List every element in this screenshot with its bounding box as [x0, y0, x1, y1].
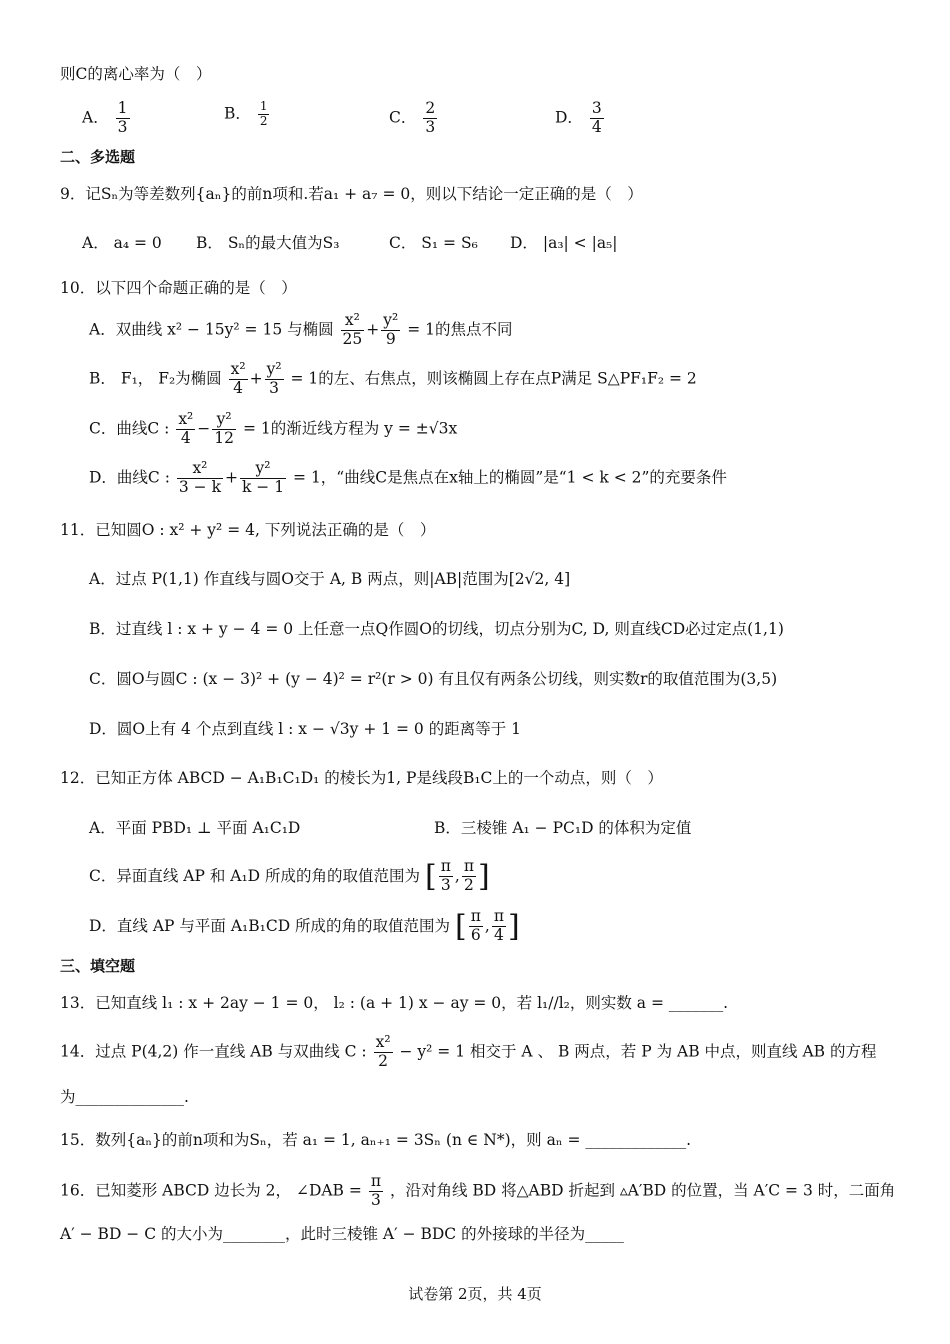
option-letter: D． — [555, 108, 583, 127]
q11-option-b: B．过直线 l : x + y − 4 = 0 上任意一点Q作圆O的切线，切点分别为C, D, 则直线CD必过定点(1,1) — [89, 620, 784, 638]
q9-option-b: B． Sₙ的最大值为S₃ — [196, 234, 340, 252]
q12-option-b: B．三棱锥 A₁ − PC₁D 的体积为定值 — [434, 819, 692, 837]
q10-stem: 10．以下四个命题正确的是（ ） — [60, 279, 297, 297]
q10-option-d: D．曲线C : $\frac{\text{x²}}{3 - k}$ + $\frac{\text{y²}}{k - 1}$ = 1，“曲线C是焦点在x轴上的椭圆”是“1 < k < 2”的充要条件 — [89, 459, 727, 496]
q9-option-d: D． |a₃| < |a₅| — [510, 234, 618, 252]
option-letter: A． — [82, 108, 109, 127]
q8-option-d — [555, 100, 606, 137]
fraction-denominator: 25 — [342, 329, 363, 348]
option-text: B． F₁， F₂为椭圆 — [89, 369, 222, 388]
section-title-multiple-choice: 二、多选题 — [60, 148, 136, 166]
option-letter: B． — [224, 104, 251, 123]
fraction-numerator: x² — [341, 312, 365, 331]
q8-stem-tail: 则C的离心率为（ ） — [60, 65, 212, 83]
q9-option-c: C． S₁ = S₆ — [389, 234, 478, 252]
fraction-numerator: π — [463, 857, 474, 876]
fraction — [590, 100, 604, 137]
q15-text: 15．数列{aₙ}的前n项和为Sₙ，若 a₁ = 1, aₙ₊₁ = 3Sₙ (n ∈ N*)，则 aₙ = _____________. — [60, 1131, 692, 1149]
fraction-denominator: 4 — [180, 428, 191, 447]
fraction-denominator: k − 1 — [241, 477, 285, 496]
fraction-numerator: π — [440, 857, 451, 876]
fraction-denominator: 4 — [591, 117, 602, 136]
fraction-denominator: 6 — [470, 926, 481, 945]
q14-line2: 为______________. — [60, 1088, 189, 1106]
fraction-denominator: 2 — [463, 876, 474, 895]
fraction — [265, 361, 284, 398]
option-text: = 1的左、右焦点，则该椭圆上存在点P满足 S△PF₁F₂ = 2 — [290, 369, 697, 388]
fraction-numerator: π — [493, 907, 505, 926]
fraction-numerator: x² — [375, 1033, 391, 1051]
option-letter: C． — [389, 108, 417, 127]
q12-option-c: C．异面直线 AP 和 A₁D 所成的角的取值范围为 [ $\frac{\pi}{3}$ , $\frac{\pi}{2}$ ] — [89, 857, 490, 895]
fraction-numerator: x² — [178, 410, 194, 428]
option-text: = 1的渐近线方程为 y = ±√3x — [242, 419, 458, 438]
fraction — [381, 312, 400, 349]
option-text: A．双曲线 x² − 15y² = 15 与椭圆 — [89, 320, 334, 339]
bracket-right: ] — [478, 859, 490, 894]
option-text: C．曲线C : — [89, 419, 170, 438]
fraction-denominator: 9 — [385, 329, 396, 348]
q8-option-a — [82, 100, 132, 137]
q9-stem: 9．记Sₙ为等差数列{aₙ}的前n项和.若a₁ + a₇ = 0，则以下结论一定正确的是（ ） — [60, 185, 643, 203]
q13-text: 13．已知直线 l₁ : x + 2ay − 1 = 0， l₂ : (a + 1) x − ay = 0，若 l₁//l₂，则实数 a = _______. — [60, 994, 729, 1012]
q8-option-b — [224, 100, 271, 129]
q16-line1 — [60, 1173, 895, 1210]
fraction-denominator: 2 — [378, 1051, 388, 1070]
fraction-numerator: x² — [230, 360, 246, 378]
fraction — [229, 361, 248, 398]
fraction-denominator: 12 — [214, 428, 235, 447]
page-footer: 试卷第 2页，共 4页 — [408, 1285, 542, 1303]
fraction-numerator: y² — [240, 460, 286, 479]
section-title-fill-in: 三、填空题 — [60, 957, 136, 975]
fraction-numerator: y² — [212, 411, 236, 430]
q16-text-post: ，沿对角线 BD 将△ABD 折起到 ▵A′BD 的位置，当 A′C = 3 时，二面角 — [389, 1181, 896, 1200]
fraction-denominator: 4 — [233, 378, 244, 397]
fraction-denominator: 3 − k — [178, 477, 221, 496]
q16-text-pre: 16．已知菱形 ABCD 边长为 2， ∠DAB = — [60, 1181, 362, 1200]
q8-option-c — [389, 100, 439, 137]
option-text: C．异面直线 AP 和 A₁D 所成的角的取值范围为 — [89, 866, 421, 885]
option-text: = 1，“曲线C是焦点在x轴上的椭圆”是“1 < k < 2”的充要条件 — [293, 468, 727, 487]
fraction-numerator: 1 — [259, 99, 268, 113]
fraction — [462, 858, 476, 895]
bracket-right: ] — [508, 909, 520, 944]
fraction-denominator: 3 — [117, 117, 128, 136]
q10-option-b: B． F₁， F₂为椭圆 $\frac{\text{x²}}{4}$ + $\frac{\text{y²}}{3}$ = 1的左、右焦点，则该椭圆上存在点P满足 S△PF₁F₂ = 2 — [89, 360, 697, 397]
option-text: D．直线 AP 与平面 A₁B₁CD 所成的角的取值范围为 — [89, 916, 451, 935]
fraction-numerator: 1 — [117, 99, 128, 117]
q11-option-d: D．圆O上有 4 个点到直线 l : x − √3y + 1 = 0 的距离等于 1 — [89, 720, 522, 738]
bracket-left: [ — [424, 859, 437, 894]
fraction — [212, 411, 236, 448]
fraction — [369, 1173, 383, 1210]
fraction — [177, 460, 223, 497]
fraction-denominator: 3 — [370, 1190, 381, 1209]
q10-option-c: C．曲线C : $\frac{\text{x²}}{4}$ − $\frac{\text{y²}}{12}$ = 1的渐近线方程为 y = ±√3x — [89, 410, 458, 447]
fraction-numerator: y² — [383, 311, 399, 329]
fraction-denominator: 3 — [440, 876, 451, 895]
q14-line1 — [60, 1034, 876, 1071]
fraction — [240, 460, 286, 497]
fraction — [492, 908, 506, 945]
fraction-numerator: x² — [177, 460, 223, 479]
q12-stem: 12．已知正方体 ABCD − A₁B₁C₁D₁ 的棱长为1, P是线段B₁C上的一个动点，则（ ） — [60, 769, 663, 787]
fraction-denominator: 4 — [494, 926, 504, 945]
q11-stem: 11．已知圆O : x² + y² = 4, 下列说法正确的是（ ） — [60, 521, 436, 539]
fraction — [341, 312, 365, 349]
q9-option-a: A． a₄ = 0 — [82, 234, 162, 252]
fraction-numerator: π — [470, 907, 481, 926]
fraction-denominator: 3 — [425, 117, 436, 136]
fraction — [258, 100, 270, 129]
fraction-numerator: y² — [266, 360, 282, 378]
q10-option-a: A．双曲线 x² − 15y² = 15 与椭圆 $\frac{\text{x²}}{25}$ + $\frac{\text{y²}}{9}$ = 1的焦点不同 — [89, 311, 513, 348]
option-text: = 1的焦点不同 — [407, 320, 513, 339]
q14-text-post: − y² = 1 相交于 A 、 B 两点，若 P 为 AB 中点，则直线 AB 的方程 — [399, 1042, 877, 1061]
fraction — [469, 908, 483, 945]
bracket-left: [ — [455, 909, 467, 944]
fraction-numerator: π — [370, 1172, 381, 1190]
q11-option-c: C．圆O与圆C : (x − 3)² + (y − 4)² = r²(r > 0) 有且仅有两条公切线，则实数r的取值范围为(3,5) — [89, 670, 778, 688]
q12-option-a: A．平面 PBD₁ ⊥ 平面 A₁C₁D — [89, 819, 301, 837]
fraction — [116, 100, 130, 137]
q12-option-d: D．直线 AP 与平面 A₁B₁CD 所成的角的取值范围为 [ $\frac{\pi}{6}$ , $\frac{\pi}{4}$ ] — [89, 907, 520, 945]
fraction — [176, 411, 195, 448]
fraction — [439, 858, 453, 895]
option-text: D．曲线C : — [89, 468, 170, 487]
q14-text-pre: 14．过点 P(4,2) 作一直线 AB 与双曲线 C : — [60, 1042, 367, 1061]
fraction — [374, 1034, 393, 1071]
fraction-denominator: 3 — [269, 378, 280, 397]
fraction-numerator: 2 — [425, 99, 436, 117]
fraction-numerator: 3 — [591, 99, 602, 117]
fraction — [423, 100, 437, 137]
q16-line2: A′ − BD − C 的大小为________，此时三棱锥 A′ − BDC 的外接球的半径为_____ — [60, 1225, 624, 1243]
fraction-denominator: 2 — [259, 113, 268, 128]
q11-option-a: A．过点 P(1,1) 作直线与圆O交于 A, B 两点，则|AB|范围为[2√2, 4] — [89, 570, 571, 588]
